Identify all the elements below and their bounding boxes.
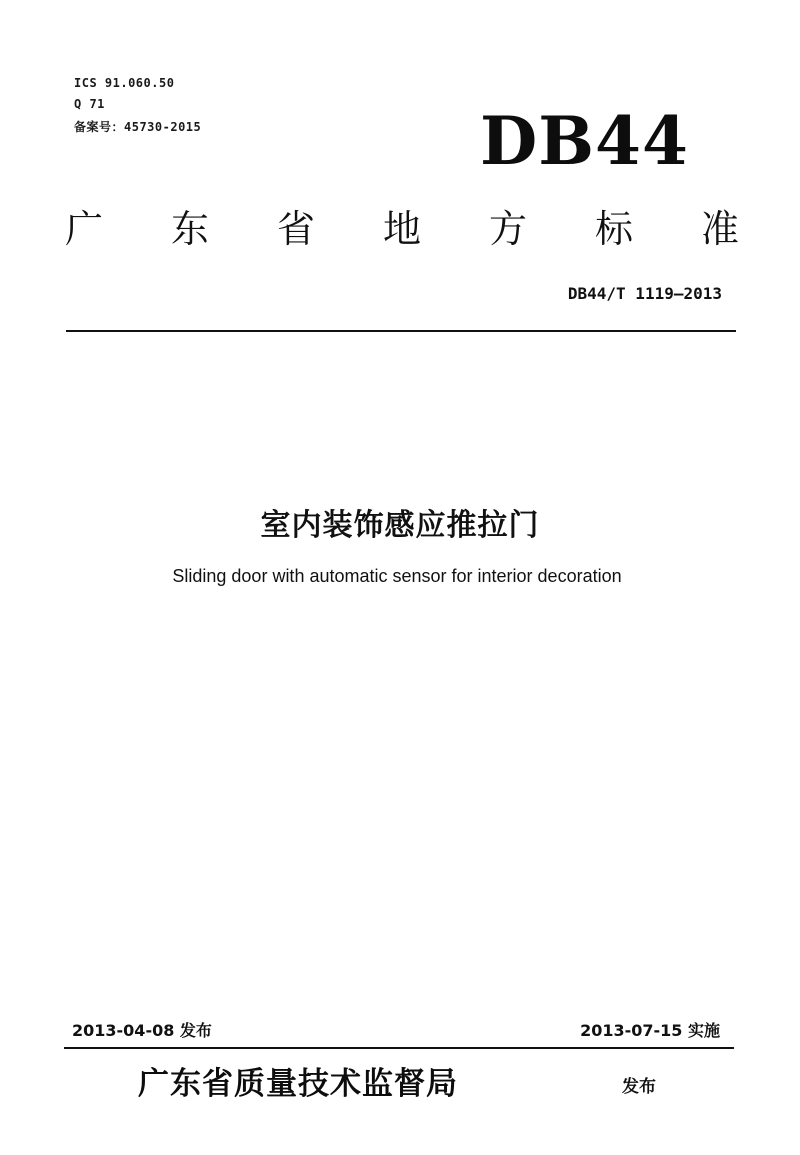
issue-date: 2013-04-08 发布 [72, 1021, 212, 1040]
category-char: 方 [488, 207, 527, 251]
issuing-action: 发布 [622, 1077, 656, 1097]
record-number: 备案号：45730-2015 [74, 120, 202, 134]
header-divider [66, 330, 736, 332]
standard-number: DB44/T 1119—2013 [567, 284, 722, 303]
category-char: 标 [594, 207, 633, 251]
category-char: 广 [64, 207, 103, 251]
standard-mark: DB44 [480, 102, 689, 180]
document-title-english: Sliding door with automatic sensor for interior decoration [172, 566, 622, 586]
implementation-date: 2013-07-15 实施 [580, 1021, 720, 1040]
classification-code: Q 71 [74, 97, 105, 111]
ics-code: ICS 91.060.50 [74, 76, 175, 90]
category-char: 省 [276, 207, 315, 251]
category-char: 东 [170, 207, 209, 251]
category-char: 地 [382, 207, 421, 251]
footer-divider [64, 1047, 734, 1049]
document-title-chinese: 室内装饰感应推拉门 [260, 508, 540, 543]
issuing-authority: 广东省质量技术监督局 [138, 1066, 458, 1102]
category-char: 准 [700, 207, 739, 251]
standard-category [62, 198, 742, 253]
